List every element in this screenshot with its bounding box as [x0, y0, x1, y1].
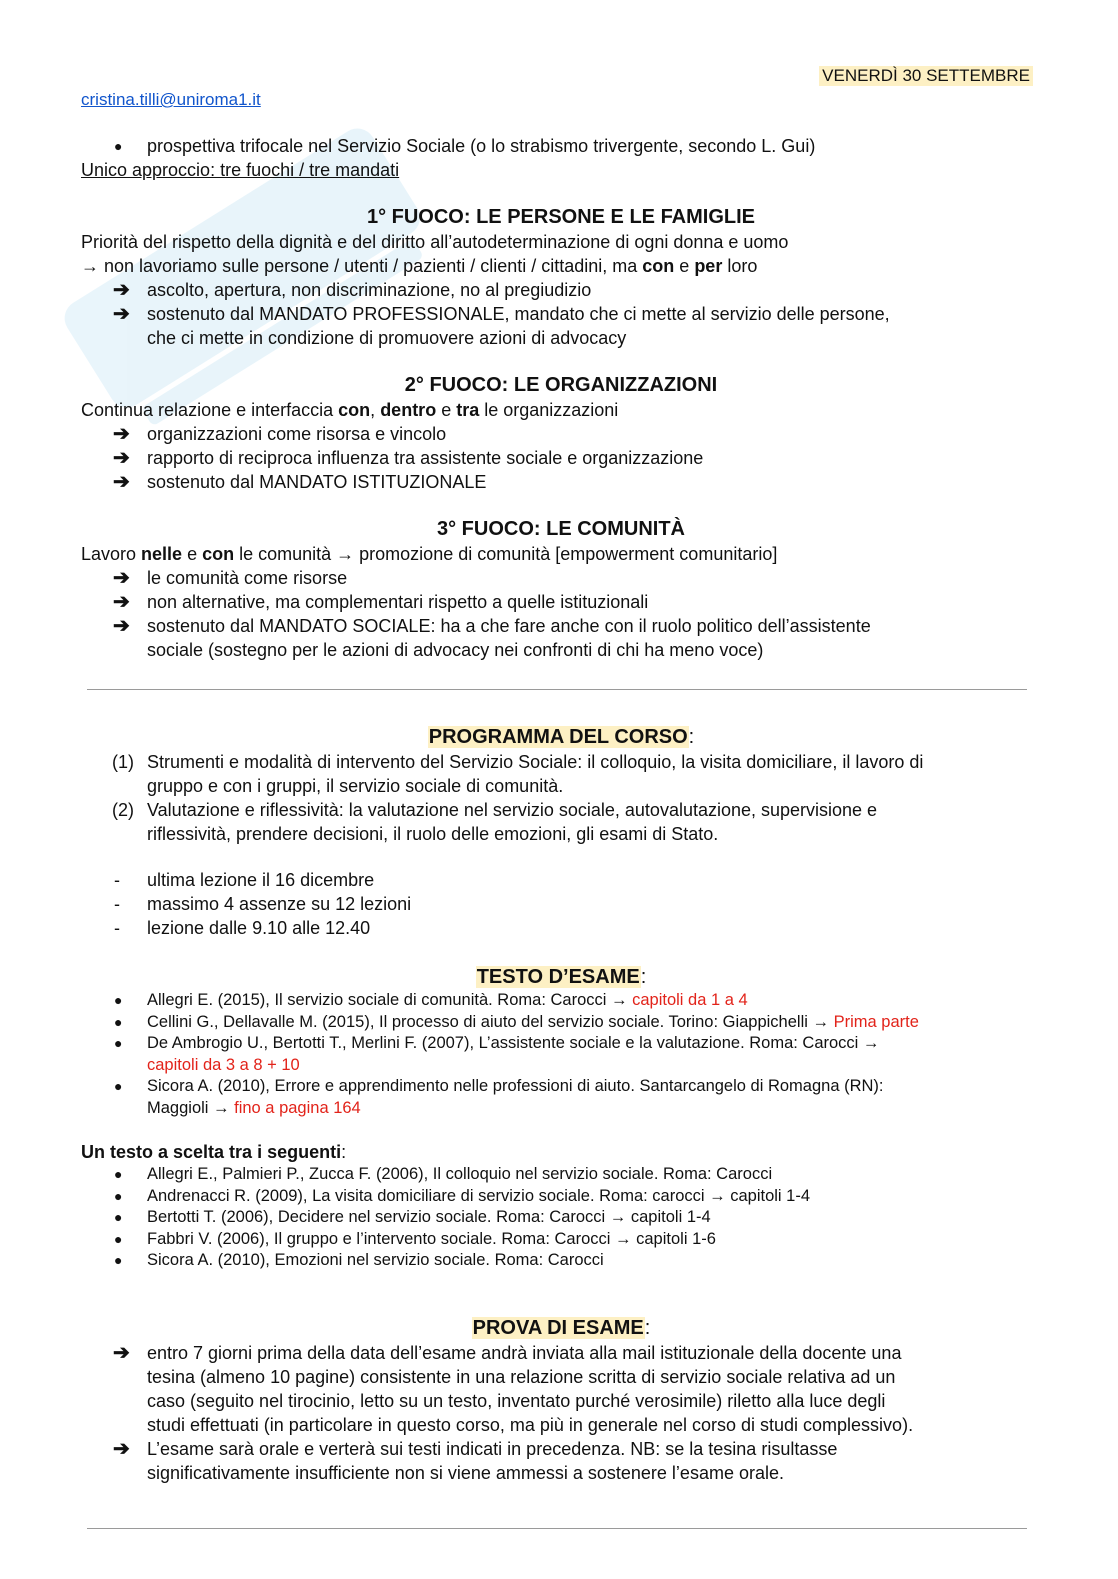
- bullet-icon: ●: [114, 1230, 123, 1247]
- list-item: [81, 1033, 1041, 1055]
- scelta-title: [81, 1140, 1041, 1164]
- list-item-continuation: sociale (sostegno per le azioni di advocacy nei confronti di chi ha meno voce): [147, 640, 764, 660]
- list-item: [81, 446, 1041, 470]
- focus2-line-text: Continua relazione e interfaccia: [81, 400, 339, 420]
- testo-title: [81, 964, 1041, 990]
- list-item-highlight: capitoli da 1 a 4: [632, 991, 748, 1009]
- bullet-icon: ●: [114, 1209, 123, 1225]
- arrow-icon: ➔: [113, 303, 130, 325]
- focus2-line: [81, 398, 1041, 422]
- list-item-text: sostenuto dal MANDATO ISTITUZIONALE: [147, 472, 487, 492]
- list-item-continuation: caso (seguito nel tirocinio, letto su un testo, inventato purché verosimile) riletto alla luce degli: [147, 1390, 886, 1411]
- focus2-sep: ,: [370, 400, 381, 420]
- list-item-continuation: studi effettuati (in particolare in questo corso, ma più in generale nel corso di studi complessivo).: [147, 1414, 914, 1435]
- focus3-line: [81, 542, 1041, 566]
- list-item-text: non alternative, ma complementari rispetto a quelle istituzionali: [147, 592, 649, 612]
- testo-colon: :: [640, 966, 647, 988]
- arrow-icon: ➔: [113, 1437, 130, 1460]
- list-item: [81, 990, 1041, 1012]
- focus3-line-text: Lavoro: [81, 544, 142, 564]
- list-item-continuation: capitoli da 3 a 8 + 10: [147, 1055, 300, 1074]
- date-label: VENERDÌ 30 SETTEMBRE: [819, 66, 1033, 86]
- dash-item: [81, 892, 1041, 916]
- focus3-end: le comunità → promozione di comunità [empowerment comunitario]: [234, 544, 778, 564]
- list-item: [81, 590, 1041, 614]
- focus1-line2: [81, 254, 1041, 278]
- document-body: [81, 134, 1041, 1529]
- list-item-text: sostenuto dal MANDATO PROFESSIONALE, mandato che ci mette al servizio delle persone,: [147, 304, 890, 324]
- arrow-icon: ➔: [113, 1341, 130, 1364]
- list-item: [81, 614, 1041, 638]
- focus3-nelle: nelle: [141, 544, 183, 564]
- list-item-continuation: [81, 1098, 1041, 1120]
- programma-title: [81, 724, 1041, 750]
- list-item: [81, 1012, 1041, 1034]
- focus2-end: le organizzazioni: [479, 400, 619, 420]
- list-item: [81, 278, 1041, 302]
- list-item-text: Bertotti T. (2006), Decidere nel servizio sociale. Roma: Carocci → capitoli 1-4: [147, 1208, 711, 1226]
- prova-title-text: PROVA DI ESAME: [472, 1316, 644, 1339]
- email-link[interactable]: cristina.tilli@uniroma1.it: [81, 90, 261, 109]
- focus2-tra: tra: [456, 400, 480, 420]
- dash-item-text: massimo 4 assenze su 12 lezioni: [147, 894, 412, 914]
- list-item: [81, 1207, 1041, 1229]
- focus2-dentro: dentro: [380, 400, 437, 420]
- list-item: [81, 1437, 1041, 1461]
- dash-item: [81, 916, 1041, 940]
- focus1-e: e: [674, 256, 695, 276]
- bullet-icon: ●: [114, 992, 123, 1008]
- list-item: [81, 1341, 1041, 1365]
- item-number: (2): [112, 800, 134, 820]
- list-item: [81, 1250, 1041, 1272]
- list-item-text: L’esame sarà orale e verterà sui testi indicati in precedenza. NB: se la tesina risultasse: [147, 1438, 838, 1459]
- focus2-con: con: [338, 400, 371, 420]
- item-number: (1): [112, 752, 134, 772]
- approach-line: Unico approccio: tre fuochi / tre mandati: [81, 160, 400, 180]
- dash-icon: -: [114, 894, 120, 914]
- prova-title: [81, 1315, 1041, 1341]
- dash-icon: -: [114, 918, 120, 938]
- list-item: [81, 1186, 1041, 1208]
- bottom-divider: [87, 1528, 1027, 1529]
- arrow-icon: ➔: [113, 423, 130, 445]
- list-item-text: organizzazioni come risorsa e vincolo: [147, 424, 447, 444]
- list-item-text: Sicora A. (2010), Emozioni nel servizio sociale. Roma: Carocci: [147, 1251, 604, 1269]
- list-item: [81, 1076, 1041, 1098]
- testo-title-text: TESTO D’ESAME: [476, 966, 640, 988]
- list-item-text: le comunità come risorse: [147, 568, 348, 588]
- focus3-title: 3° FUOCO: LE COMUNITÀ: [437, 518, 685, 540]
- bullet-icon: ●: [114, 138, 123, 154]
- focus1-title: 1° FUOCO: LE PERSONE E LE FAMIGLIE: [366, 206, 756, 228]
- arrow-icon: ➔: [113, 615, 130, 637]
- focus1-end: loro: [722, 256, 758, 276]
- list-item-continuation: che ci mette in condizione di promuovere azioni di advocacy: [147, 328, 627, 348]
- list-item: [81, 422, 1041, 446]
- focus2-title: 2° FUOCO: LE ORGANIZZAZIONI: [404, 374, 718, 396]
- intro-bullet: [81, 134, 1041, 158]
- bullet-icon: ●: [114, 1187, 123, 1204]
- dash-item-text: lezione dalle 9.10 alle 12.40: [147, 918, 371, 938]
- bullet-icon: ●: [114, 1078, 123, 1094]
- list-item-text: Maggioli →: [147, 1098, 235, 1117]
- numbered-item: [81, 750, 1041, 774]
- list-item: [81, 1164, 1041, 1186]
- scelta-title-text: Un testo a scelta tra i seguenti: [81, 1142, 342, 1162]
- list-item: [81, 566, 1041, 590]
- arrow-icon: ➔: [113, 447, 130, 469]
- focus2-e: e: [436, 400, 457, 420]
- list-item: [81, 470, 1041, 494]
- programma-title-text: PROGRAMMA DEL CORSO: [428, 726, 688, 748]
- dash-icon: -: [114, 870, 120, 890]
- list-item-text: ascolto, apertura, non discriminazione, no al pregiudizio: [147, 280, 592, 300]
- arrow-icon: ➔: [113, 591, 130, 613]
- dash-item: [81, 868, 1041, 892]
- arrow-icon: ➔: [113, 279, 130, 301]
- list-item-continuation: significativamente insufficiente non si viene ammessi a sostenere l’esame orale.: [147, 1462, 784, 1483]
- numbered-item-text: Strumenti e modalità di intervento del Servizio Sociale: il colloquio, la visita domiciliare, il lavoro di: [147, 752, 924, 772]
- list-item-highlight: Prima parte: [833, 1012, 919, 1031]
- focus3-e: e: [182, 544, 203, 564]
- numbered-item-text: Valutazione e riflessività: la valutazione nel servizio sociale, autovalutazione, supervisione e: [147, 800, 878, 820]
- focus1-line1: Priorità del rispetto della dignità e del diritto all’autodeterminazione di ogni donna e uomo: [81, 232, 789, 252]
- arrow-icon: ➔: [113, 471, 130, 493]
- numbered-item-continuation: riflessività, prendere decisioni, il ruolo delle emozioni, gli esami di Stato.: [147, 824, 719, 844]
- list-item-text: Fabbri V. (2006), Il gruppo e l’intervento sociale. Roma: Carocci → capitoli 1-6: [147, 1229, 716, 1248]
- numbered-item-continuation: gruppo e con i gruppi, il servizio sociale di comunità.: [147, 776, 564, 796]
- list-item-text: entro 7 giorni prima della data dell’esame andrà inviata alla mail istituzionale della docente una: [147, 1342, 902, 1363]
- list-item-text: Sicora A. (2010), Errore e apprendimento nelle professioni di aiuto. Santarcangelo di Romagna (RN):: [147, 1077, 884, 1095]
- list-item-continuation: tesina (almeno 10 pagine) consistente in una relazione scritta di servizio sociale relativa ad un: [147, 1366, 896, 1387]
- programma-colon: :: [688, 726, 695, 748]
- scelta-colon: :: [341, 1142, 347, 1162]
- bullet-icon: ●: [114, 1035, 123, 1051]
- prova-colon: :: [644, 1316, 651, 1339]
- arrow-icon: ➔: [113, 567, 130, 589]
- list-item-text: Allegri E., Palmieri P., Zucca F. (2006), Il colloquio nel servizio sociale. Roma: Carocci: [147, 1165, 773, 1183]
- dash-item-text: ultima lezione il 16 dicembre: [147, 870, 375, 890]
- list-item-text: Andrenacci R. (2009), La visita domiciliare di servizio sociale. Roma: carocci → capitoli 1-4: [147, 1186, 811, 1205]
- list-item: [81, 1229, 1041, 1251]
- list-item-text: De Ambrogio U., Bertotti T., Merlini F. (2007), L’assistente sociale e la valutazione. Roma: Carocci →: [147, 1034, 880, 1052]
- list-item-highlight: fino a pagina 164: [234, 1098, 361, 1117]
- intro-bullet-text: prospettiva trifocale nel Servizio Sociale (o lo strabismo trivergente, secondo L. Gui): [147, 136, 816, 156]
- list-item: [81, 302, 1041, 326]
- focus1-per: per: [694, 256, 723, 276]
- focus3-con: con: [202, 544, 235, 564]
- bullet-icon: ●: [114, 1252, 123, 1268]
- list-item-text: rapporto di reciproca influenza tra assistente sociale e organizzazione: [147, 448, 704, 468]
- focus1-line2-text: → non lavoriamo sulle persone / utenti / pazienti / clienti / cittadini, ma: [81, 256, 643, 276]
- bullet-icon: ●: [114, 1166, 123, 1182]
- focus1-con: con: [642, 256, 675, 276]
- list-item-text: Cellini G., Dellavalle M. (2015), Il processo di aiuto del servizio sociale. Torino: Giappichelli →: [147, 1012, 834, 1031]
- bullet-icon: ●: [114, 1013, 123, 1030]
- numbered-item: [81, 798, 1041, 822]
- list-item-text: sostenuto dal MANDATO SOCIALE: ha a che fare anche con il ruolo politico dell’assistente: [147, 616, 871, 636]
- list-item-text: Allegri E. (2015), Il servizio sociale di comunità. Roma: Carocci →: [147, 991, 633, 1009]
